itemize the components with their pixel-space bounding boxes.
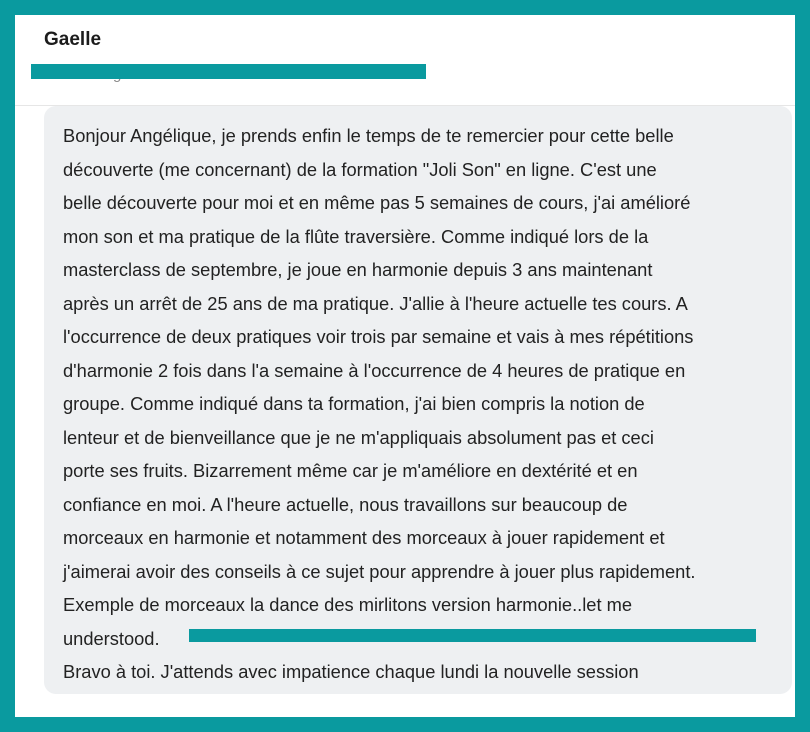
message-line: découverte (me concernant) de la formation "Joli Son" en ligne. C'est une xyxy=(63,158,657,180)
message-line: l'occurrence de deux pratiques voir trois par semaine et vais à mes répétitions xyxy=(63,326,694,347)
message-text xyxy=(63,119,785,689)
message-line: confiance en moi. A l'heure actuelle, nous travaillons sur beaucoup de xyxy=(63,493,628,515)
message-line: après un arrêt de 25 ans de ma pratique. J'allie à l'heure actuelle tes cours. A xyxy=(63,292,688,314)
author-name: Gaelle xyxy=(44,29,102,50)
message-line: lenteur et de bienveillance que je ne m'appliquais absolument pas et ceci xyxy=(63,426,654,448)
message-line: Bravo à toi. J'attends avec impatience chaque lundi la nouvelle session xyxy=(63,661,639,682)
message-line: porte ses fruits. Bizarrement même car je m'améliore en dextérité et en xyxy=(63,460,638,481)
review-card xyxy=(15,15,795,717)
message-line: morceaux en harmonie et notamment des morceaux à jouer rapidement et xyxy=(63,527,665,548)
message-bubble xyxy=(44,106,792,694)
redaction-bar-message xyxy=(189,629,756,642)
message-line: belle découverte pour moi et en même pas 5 semaines de cours, j'ai amélioré xyxy=(63,192,691,213)
redaction-bar-header xyxy=(31,64,426,79)
message-line: masterclass de septembre, je joue en harmonie depuis 3 ans maintenant xyxy=(63,259,653,280)
message-line: d'harmonie 2 fois dans l'a semaine à l'occurrence de 4 heures de pratique en xyxy=(63,359,686,381)
review-header xyxy=(15,15,795,106)
message-line: j'aimerai avoir des conseils à ce sujet pour apprendre à jouer plus rapidement. xyxy=(63,560,696,582)
message-line: Exemple de morceaux la dance des mirlitons version harmonie..let me xyxy=(63,594,633,615)
message-line: mon son et ma pratique de la flûte traversière. Comme indiqué lors de la xyxy=(63,225,649,247)
message-line: groupe. Comme indiqué dans ta formation, j'ai bien compris la notion de xyxy=(63,393,645,414)
message-line: Bonjour Angélique, je prends enfin le temps de te remercier pour cette belle xyxy=(63,125,674,146)
message-line: understood. xyxy=(63,627,160,649)
